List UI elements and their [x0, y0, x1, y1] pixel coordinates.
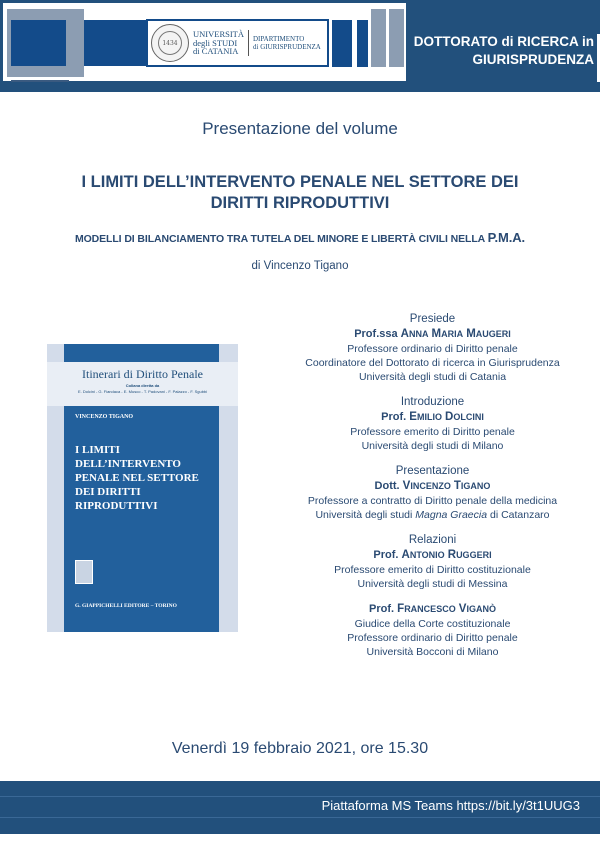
name-initial: M	[466, 328, 476, 340]
speaker-affiliation: Università degli studi di Milano	[361, 440, 504, 452]
department-name-line: DIPARTIMENTO	[253, 35, 305, 43]
speaker-name	[265, 602, 600, 617]
decor-blue-bar	[84, 20, 146, 66]
speaker-section	[265, 602, 600, 659]
name-rest: RANCESCO	[404, 604, 456, 614]
book-title-line: I LIMITI DELL’INTERVENTO PENALE NEL SETTORE DEI	[81, 173, 519, 191]
name-initial: V	[458, 603, 467, 615]
speaker-section	[265, 533, 600, 591]
footer-divider	[0, 817, 600, 818]
name-rest: AUGERI	[475, 329, 511, 339]
event-kicker: Presentazione del volume	[202, 119, 398, 138]
name-initial: A	[401, 549, 410, 561]
speaker-role: Introduzione	[400, 396, 465, 408]
affiliation-italic: Magna Graecia	[415, 509, 488, 521]
book-cover-author: VINCENZO TIGANO	[75, 414, 134, 420]
subtitle-text: MODELLI DI BILANCIAMENTO TRA TUTELA DEL MINORE E LIBERTÀ CIVILI NELLA	[74, 233, 485, 245]
speaker-name	[265, 548, 600, 563]
header-logo-panel	[3, 3, 406, 81]
speaker-title: Dott.	[374, 480, 400, 492]
name-initial: T	[453, 480, 461, 492]
seal-center: 1434	[158, 31, 182, 55]
event-date: Venerdì 19 febbraio 2021, ore 15.30	[171, 740, 429, 757]
decor-line	[11, 80, 69, 82]
name-initial: R	[447, 549, 457, 561]
speaker-title: Prof.ssa	[354, 328, 398, 340]
speaker-affiliation: Giudice della Corte costituzionale	[354, 618, 511, 630]
decor-blue-bar	[357, 20, 368, 67]
department-name-line: di GIURISPRUDENZA	[253, 43, 321, 51]
name-initial: M	[431, 328, 442, 340]
name-rest: IGANÒ	[466, 604, 496, 614]
book-collana: Collana diretta da	[125, 383, 160, 388]
university-logo	[146, 19, 329, 67]
book-cover-title-line: PENALE NEL SETTORE	[75, 472, 199, 484]
speaker-affiliation: Professore a contratto di Diritto penale della medicina	[307, 495, 558, 507]
program-title	[404, 33, 594, 69]
book-cover-title	[75, 443, 225, 513]
speaker-name	[265, 327, 600, 342]
university-name-line: degli STUDI	[193, 37, 238, 48]
university-seal-icon	[151, 24, 189, 62]
footer-divider	[0, 796, 600, 797]
name-rest: NNA	[408, 329, 429, 339]
book-publisher: G. GIAPPICHELLI EDITORE – TORINO	[75, 603, 177, 609]
name-rest: UGGERI	[456, 550, 492, 560]
speaker-affiliation: Coordinatore del Dottorato di ricerca in Giurisprudenza	[305, 357, 560, 369]
name-rest: ARIA	[441, 329, 464, 339]
department-name	[253, 35, 321, 51]
decor-blue-bar	[332, 20, 352, 67]
book-author: di Vincenzo Tigano	[251, 260, 349, 272]
speaker-section	[265, 464, 600, 522]
speaker-affiliation: Professore emerito di Diritto penale	[350, 426, 515, 438]
name-initial: A	[400, 328, 409, 340]
decor-gray-bar	[371, 9, 386, 67]
speaker-role: Relazioni	[408, 534, 457, 546]
program-title-line: DOTTORATO di RICERCA in	[413, 34, 594, 49]
book-cover-title-line: DEI DIRITTI RIPRODUTTIVI	[75, 486, 158, 512]
book-cover-title-line: I LIMITI DELL’INTERVENTO	[75, 444, 181, 470]
speaker-affiliation: Università degli studi di Catania	[358, 371, 507, 383]
speaker-affiliation: Università Bocconi di Milano	[366, 646, 499, 658]
book-subtitle	[0, 230, 600, 245]
speaker-affiliation: Professore ordinario di Diritto penale	[347, 343, 518, 355]
meeting-link[interactable]: Piattaforma MS Teams https://bit.ly/3t1UUG3	[321, 798, 580, 813]
name-rest: IGANO	[460, 481, 491, 491]
publisher-emblem-icon	[75, 560, 93, 584]
speaker-affiliation: Professore emerito di Diritto costituzionale	[334, 564, 531, 576]
decor-gray-bar	[389, 9, 404, 67]
book-series: Itinerari di Diritto Penale	[82, 367, 203, 381]
subtitle-acronym: P.M.A.	[487, 230, 526, 245]
speaker-affiliation: Università degli studi di Messina	[357, 578, 508, 590]
name-rest: MILIO	[416, 412, 442, 422]
speaker-title: Prof.	[369, 603, 395, 615]
name-initial: F	[397, 603, 405, 615]
university-name-line: di CATANIA	[193, 46, 239, 57]
name-initial: D	[445, 411, 454, 423]
speaker-section	[265, 312, 600, 384]
speaker-title: Prof.	[373, 549, 399, 561]
speaker-role: Presiede	[409, 313, 456, 325]
speakers-list	[265, 312, 600, 670]
speaker-section	[265, 395, 600, 453]
speaker-name	[265, 479, 600, 494]
university-name	[193, 30, 249, 56]
book-editors: E. Dolcini - G. Fiandaca - E. Musco - T. Padovani - F. Palazzo - F. Sgubbi	[77, 389, 208, 394]
name-initial: E	[409, 411, 417, 423]
program-title-line: GIURISPRUDENZA	[472, 52, 594, 67]
name-initial: V	[402, 480, 411, 492]
speaker-affiliation	[265, 508, 600, 522]
name-rest: OLCINI	[453, 412, 484, 422]
speaker-affiliation: Professore ordinario di Diritto penale	[347, 632, 518, 644]
name-rest: NTONIO	[409, 550, 445, 560]
affiliation-text: di Catanzaro	[487, 509, 550, 521]
name-rest: INCENZO	[410, 481, 451, 491]
speaker-title: Prof.	[381, 411, 407, 423]
university-name-line: UNIVERSITÀ	[193, 29, 244, 40]
speaker-role: Presentazione	[395, 465, 470, 477]
affiliation-text: Università degli studi	[315, 509, 416, 521]
speaker-name	[265, 410, 600, 425]
book-title-heading	[0, 172, 600, 214]
book-title-line: DIRITTI RIPRODUTTIVI	[210, 194, 390, 212]
decor-blue-square	[11, 20, 66, 66]
